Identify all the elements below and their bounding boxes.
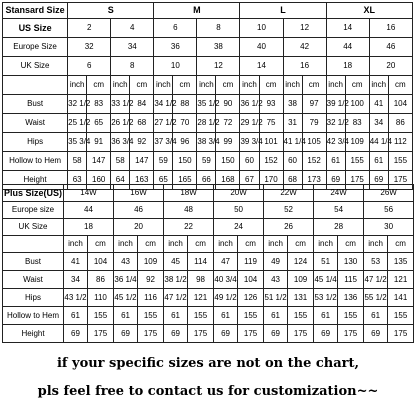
cell: 12 — [197, 57, 240, 76]
cell: 47 — [214, 253, 238, 271]
cell: 8 — [197, 19, 240, 38]
cell: 34 — [64, 271, 88, 289]
cell: 93 — [259, 95, 283, 114]
cell: 155 — [345, 152, 369, 171]
cell: 64 — [111, 171, 130, 190]
cell: 34 — [369, 114, 388, 133]
cell: 24 — [214, 219, 264, 236]
row-label: Bust — [3, 253, 64, 271]
cell: 61 — [314, 307, 338, 325]
cell: 83 — [345, 114, 369, 133]
us-size-row — [3, 19, 413, 38]
cell: 18 — [64, 219, 114, 236]
cell: 101 — [259, 133, 283, 152]
cell: 86 — [388, 114, 412, 133]
cell: 58 — [111, 152, 130, 171]
europe-size-row — [3, 202, 414, 219]
cell: 109 — [288, 271, 314, 289]
cell: 4 — [111, 19, 154, 38]
unit-cm: cm — [345, 76, 369, 95]
cell: 14W — [64, 185, 114, 202]
cell: 131 — [288, 289, 314, 307]
cell: 175 — [88, 325, 114, 343]
cell: 28 — [314, 219, 364, 236]
cell: 36 3/4 — [111, 133, 130, 152]
cell: 53 — [364, 253, 388, 271]
cell: 36 1/2 — [240, 95, 259, 114]
cell: 25 1/2 — [68, 114, 87, 133]
cell: 55 1/2 — [364, 289, 388, 307]
height-row — [3, 325, 414, 343]
unit-cm: cm — [259, 76, 283, 95]
cell: 155 — [88, 307, 114, 325]
unit-cm: cm — [238, 236, 264, 253]
row-label: Hollow to Hem — [3, 152, 68, 171]
unit-cm: cm — [388, 236, 414, 253]
cell: 32 1/2 — [68, 95, 87, 114]
cell: 39 1/2 — [326, 95, 345, 114]
cell: 79 — [302, 114, 326, 133]
cell: 42 — [283, 38, 326, 57]
cell: 155 — [288, 307, 314, 325]
cell: 43 — [264, 271, 288, 289]
cell: 37 3/4 — [154, 133, 173, 152]
cell: 160 — [87, 171, 111, 190]
cell: 59 — [154, 152, 173, 171]
standard-table-title: Stansard Size — [3, 3, 68, 19]
cell: 152 — [302, 152, 326, 171]
bust-row — [3, 95, 413, 114]
unit-inch: inch — [114, 236, 138, 253]
cell: 175 — [338, 325, 364, 343]
unit-cm: cm — [88, 236, 114, 253]
cell: 47 1/2 — [164, 289, 188, 307]
cell: 61 — [364, 307, 388, 325]
hollow-to-hem-row — [3, 152, 413, 171]
plus-size-table — [2, 184, 414, 343]
group-xl: XL — [326, 3, 412, 19]
cell: 20W — [214, 185, 264, 202]
cell: 10 — [154, 57, 197, 76]
cell: 69 — [369, 171, 388, 190]
europe-size-row — [3, 38, 413, 57]
unit-cm: cm — [87, 76, 111, 95]
row-label: UK Size — [3, 219, 64, 236]
cell: 69 — [326, 171, 345, 190]
unit-inch: inch — [364, 236, 388, 253]
cell: 110 — [88, 289, 114, 307]
cell: 26W — [364, 185, 414, 202]
unit-row — [3, 236, 414, 253]
cell: 150 — [216, 152, 240, 171]
cell: 18W — [164, 185, 214, 202]
cell: 47 1/2 — [364, 271, 388, 289]
cell: 69 — [164, 325, 188, 343]
cell: 88 — [173, 95, 197, 114]
cell: 105 — [302, 133, 326, 152]
cell: 38 — [283, 95, 302, 114]
unit-cm: cm — [288, 236, 314, 253]
cell: 69 — [364, 325, 388, 343]
cell: 155 — [138, 307, 164, 325]
cell: 53 1/2 — [314, 289, 338, 307]
cell: 98 — [188, 271, 214, 289]
cell: 41 — [64, 253, 88, 271]
uk-size-row — [3, 219, 414, 236]
cell: 70 — [173, 114, 197, 133]
contact-note: pls feel free to contact us for customization~~ — [37, 384, 379, 399]
cell: 49 1/2 — [214, 289, 238, 307]
cell: 58 — [68, 152, 87, 171]
cell: 40 3/4 — [214, 271, 238, 289]
row-label: Hollow to Hem — [3, 307, 64, 325]
cell: 61 — [369, 152, 388, 171]
cell: 16W — [114, 185, 164, 202]
cell: 119 — [238, 253, 264, 271]
cell: 99 — [216, 133, 240, 152]
cell: 33 1/2 — [111, 95, 130, 114]
unit-inch: inch — [283, 76, 302, 95]
cell: 22W — [264, 185, 314, 202]
cell: 91 — [87, 133, 111, 152]
row-label: Waist — [3, 271, 64, 289]
cell: 72 — [216, 114, 240, 133]
hips-row — [3, 289, 414, 307]
cell: 147 — [87, 152, 111, 171]
cell: 20 — [114, 219, 164, 236]
cell: 155 — [188, 307, 214, 325]
plus-size-row — [3, 185, 414, 202]
cell: 56 — [364, 202, 414, 219]
unit-inch: inch — [111, 76, 130, 95]
cell: 121 — [388, 271, 414, 289]
unit-inch: inch — [197, 76, 216, 95]
cell: 175 — [238, 325, 264, 343]
unit-inch: inch — [214, 236, 238, 253]
cell: 31 — [283, 114, 302, 133]
row-label: Height — [3, 325, 64, 343]
cell: 150 — [173, 152, 197, 171]
group-m: M — [154, 3, 240, 19]
custom-size-note: if your specific sizes are not on the chart, — [56, 356, 360, 371]
unit-row-blank — [3, 236, 64, 253]
cell: 141 — [388, 289, 414, 307]
unit-inch: inch — [68, 76, 87, 95]
cell: 173 — [302, 171, 326, 190]
cell: 26 1/2 — [111, 114, 130, 133]
unit-inch: inch — [154, 76, 173, 95]
cell: 75 — [259, 114, 283, 133]
plus-table-title: Plus Size(US) — [3, 185, 64, 202]
cell: 50 — [214, 202, 264, 219]
unit-inch: inch — [164, 236, 188, 253]
cell: 22 — [164, 219, 214, 236]
cell: 100 — [345, 95, 369, 114]
cell: 46 — [114, 202, 164, 219]
cell: 34 — [111, 38, 154, 57]
cell: 61 — [114, 307, 138, 325]
cell: 155 — [238, 307, 264, 325]
waist-row — [3, 271, 414, 289]
cell: 6 — [68, 57, 111, 76]
cell: 38 3/4 — [197, 133, 216, 152]
unit-cm: cm — [216, 76, 240, 95]
cell: 175 — [288, 325, 314, 343]
unit-cm: cm — [130, 76, 154, 95]
cell: 175 — [138, 325, 164, 343]
cell: 69 — [264, 325, 288, 343]
cell: 32 — [68, 38, 111, 57]
cell: 104 — [88, 253, 114, 271]
cell: 114 — [188, 253, 214, 271]
cell: 163 — [130, 171, 154, 190]
unit-inch: inch — [369, 76, 388, 95]
cell: 115 — [338, 271, 364, 289]
cell: 124 — [288, 253, 314, 271]
cell: 69 — [114, 325, 138, 343]
cell: 46 — [369, 38, 412, 57]
cell: 69 — [64, 325, 88, 343]
unit-inch: inch — [64, 236, 88, 253]
unit-row — [3, 76, 413, 95]
cell: 83 — [87, 95, 111, 114]
cell: 29 1/2 — [240, 114, 259, 133]
cell: 112 — [388, 133, 412, 152]
cell: 14 — [326, 19, 369, 38]
unit-inch: inch — [314, 236, 338, 253]
cell: 116 — [138, 289, 164, 307]
cell: 130 — [338, 253, 364, 271]
cell: 43 1/2 — [64, 289, 88, 307]
cell: 16 — [283, 57, 326, 76]
cell: 97 — [302, 95, 326, 114]
row-label: UK Size — [3, 57, 68, 76]
row-label: Bust — [3, 95, 68, 114]
cell: 68 — [283, 171, 302, 190]
cell: 27 1/2 — [154, 114, 173, 133]
cell: 63 — [68, 171, 87, 190]
cell: 38 1/2 — [164, 271, 188, 289]
cell: 61 — [264, 307, 288, 325]
cell: 61 — [326, 152, 345, 171]
group-l: L — [240, 3, 326, 19]
group-s: S — [68, 3, 154, 19]
cell: 86 — [88, 271, 114, 289]
cell: 12 — [283, 19, 326, 38]
unit-inch: inch — [326, 76, 345, 95]
cell: 170 — [259, 171, 283, 190]
unit-cm: cm — [302, 76, 326, 95]
cell: 45 — [164, 253, 188, 271]
cell: 8 — [111, 57, 154, 76]
cell: 30 — [364, 219, 414, 236]
cell: 26 — [264, 219, 314, 236]
cell: 35 3/4 — [68, 133, 87, 152]
cell: 41 — [369, 95, 388, 114]
cell: 16 — [369, 19, 412, 38]
cell: 45 1/2 — [114, 289, 138, 307]
cell: 49 — [264, 253, 288, 271]
cell: 104 — [238, 271, 264, 289]
cell: 126 — [238, 289, 264, 307]
row-label: Hips — [3, 289, 64, 307]
cell: 60 — [240, 152, 259, 171]
cell: 175 — [188, 325, 214, 343]
cell: 24W — [314, 185, 364, 202]
waist-row — [3, 114, 413, 133]
cell: 39 3/4 — [240, 133, 259, 152]
cell: 90 — [216, 95, 240, 114]
cell: 136 — [338, 289, 364, 307]
cell: 14 — [240, 57, 283, 76]
cell: 155 — [388, 152, 412, 171]
cell: 40 — [240, 38, 283, 57]
cell: 10 — [240, 19, 283, 38]
cell: 84 — [130, 95, 154, 114]
cell: 52 — [264, 202, 314, 219]
cell: 48 — [164, 202, 214, 219]
row-label: Height — [3, 171, 68, 190]
uk-size-row — [3, 57, 413, 76]
cell: 65 — [87, 114, 111, 133]
cell: 92 — [130, 133, 154, 152]
unit-cm: cm — [388, 76, 412, 95]
cell: 59 — [197, 152, 216, 171]
cell: 43 — [114, 253, 138, 271]
cell: 2 — [68, 19, 111, 38]
cell: 69 — [314, 325, 338, 343]
cell: 45 1/4 — [314, 271, 338, 289]
bust-row — [3, 253, 414, 271]
cell: 109 — [138, 253, 164, 271]
row-label: Waist — [3, 114, 68, 133]
cell: 68 — [130, 114, 154, 133]
cell: 60 — [283, 152, 302, 171]
cell: 34 1/2 — [154, 95, 173, 114]
row-label: US Size — [3, 19, 68, 38]
cell: 32 1/2 — [326, 114, 345, 133]
cell: 51 — [314, 253, 338, 271]
unit-cm: cm — [338, 236, 364, 253]
row-label: Europe size — [3, 202, 64, 219]
cell: 69 — [214, 325, 238, 343]
cell: 67 — [240, 171, 259, 190]
cell: 61 — [64, 307, 88, 325]
cell: 175 — [345, 171, 369, 190]
hips-row — [3, 133, 413, 152]
cell: 51 1/2 — [264, 289, 288, 307]
unit-inch: inch — [240, 76, 259, 95]
cell: 44 — [326, 38, 369, 57]
cell: 44 — [64, 202, 114, 219]
cell: 92 — [138, 271, 164, 289]
cell: 61 — [214, 307, 238, 325]
cell: 41 1/4 — [283, 133, 302, 152]
row-label: Hips — [3, 133, 68, 152]
cell: 61 — [164, 307, 188, 325]
cell: 104 — [388, 95, 412, 114]
unit-cm: cm — [138, 236, 164, 253]
cell: 152 — [259, 152, 283, 171]
standard-size-table — [2, 2, 413, 190]
cell: 36 — [154, 38, 197, 57]
cell: 44 1/4 — [369, 133, 388, 152]
cell: 6 — [154, 19, 197, 38]
cell: 38 — [197, 38, 240, 57]
unit-cm: cm — [188, 236, 214, 253]
cell: 121 — [188, 289, 214, 307]
cell: 96 — [173, 133, 197, 152]
unit-row-blank — [3, 76, 68, 95]
cell: 155 — [338, 307, 364, 325]
hollow-to-hem-row — [3, 307, 414, 325]
cell: 175 — [388, 171, 412, 190]
cell: 155 — [388, 307, 414, 325]
cell: 54 — [314, 202, 364, 219]
cell: 168 — [216, 171, 240, 190]
unit-inch: inch — [264, 236, 288, 253]
cell: 109 — [345, 133, 369, 152]
cell: 147 — [130, 152, 154, 171]
row-label: Europe Size — [3, 38, 68, 57]
cell: 35 1/2 — [197, 95, 216, 114]
unit-cm: cm — [173, 76, 197, 95]
cell: 135 — [388, 253, 414, 271]
cell: 65 — [154, 171, 173, 190]
cell: 36 1/4 — [114, 271, 138, 289]
cell: 42 3/4 — [326, 133, 345, 152]
cell: 165 — [173, 171, 197, 190]
cell: 66 — [197, 171, 216, 190]
cell: 175 — [388, 325, 414, 343]
cell: 28 1/2 — [197, 114, 216, 133]
cell: 18 — [326, 57, 369, 76]
size-group-row — [3, 3, 413, 19]
cell: 20 — [369, 57, 412, 76]
